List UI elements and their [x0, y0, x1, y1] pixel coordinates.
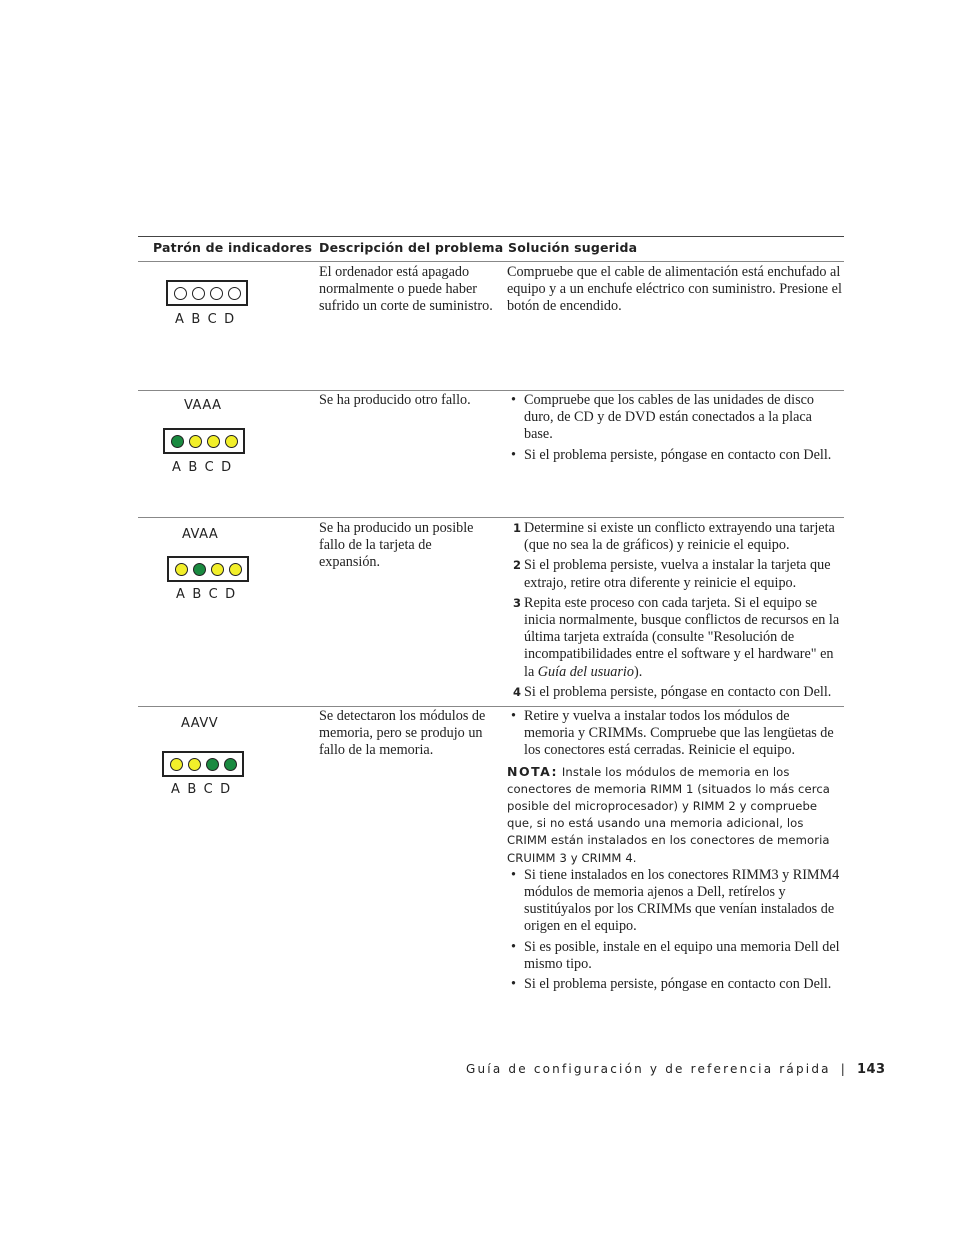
table-top-rule [138, 236, 844, 237]
page-footer [466, 1062, 886, 1077]
list-item: • Si el problema persiste, póngase en contacto con Dell. [511, 446, 832, 463]
led-letters: ABCD [176, 587, 243, 602]
led-code: AAVV [181, 716, 219, 731]
led-c [206, 758, 219, 771]
led-d [224, 758, 237, 771]
list-item: 1 Determine si existe un conflicto extrayendo una tarjeta (que no sea la de gráficos) y reinicie el equipo. [513, 520, 835, 554]
led-c [207, 435, 220, 448]
header-pattern: Patrón de indicadores [153, 240, 313, 255]
header-description: Descripción del problema [319, 240, 504, 255]
led-panel [167, 556, 249, 582]
led-d [225, 435, 238, 448]
row-rule [138, 390, 844, 391]
led-a [175, 563, 188, 576]
header-solution: Solución sugerida [508, 240, 638, 255]
led-panel [162, 751, 244, 777]
led-letters: ABCD [171, 782, 238, 797]
led-panel [166, 280, 248, 306]
list-item: 4 Si el problema persiste, póngase en contacto con Dell. [513, 683, 832, 700]
problem-description: Se ha producido un posible fallo de la tarjeta de expansión. [319, 520, 474, 571]
led-panel [163, 428, 245, 454]
led-letters: ABCD [175, 312, 242, 327]
led-letters: ABCD [172, 460, 239, 475]
list-item: • Si el problema persiste, póngase en contacto con Dell. [511, 976, 832, 993]
led-d [229, 563, 242, 576]
guide-title: Guía del usuario [537, 663, 634, 680]
problem-description: Se detectaron los módulos de memoria, pero se produjo un fallo de la memoria. [319, 708, 486, 759]
solution-list [507, 708, 843, 996]
header-rule [138, 261, 844, 262]
led-code: VAAA [184, 398, 222, 413]
led-b [192, 287, 205, 300]
solution-text: Compruebe que el cable de alimentación está enchufado al equipo y a un enchufe eléctrico con suministro. Presione el botón de encendido. [507, 264, 842, 315]
solution-steps [507, 520, 843, 704]
led-b [189, 435, 202, 448]
row-rule [138, 706, 844, 707]
led-a [174, 287, 187, 300]
list-item: 2 Si el problema persiste, vuelva a instalar la tarjeta que extrajo, retire otra diferente y reinicie el equipo. [513, 557, 831, 591]
led-a [171, 435, 184, 448]
row-rule [138, 517, 844, 518]
footer-separator: | [840, 1062, 847, 1076]
solution-list [507, 392, 843, 467]
led-c [210, 287, 223, 300]
footer-title: Guía de configuración y de referencia rápida [466, 1062, 831, 1076]
led-a [170, 758, 183, 771]
problem-description: El ordenador está apagado normalmente o puede haber sufrido un corte de suministro. [319, 264, 493, 315]
led-c [211, 563, 224, 576]
note [507, 763, 843, 867]
list-item: • Si es posible, instale en el equipo una memoria Dell del mismo tipo. [511, 938, 840, 972]
list-item: 3 Repita este proceso con cada tarjeta. Si el equipo se inicia normalmente, busque conflictos de recursos en la última tarjeta extraída (consulte "Resolución de incompatibilidades entre el software y el hardware" en la Guía del usuario). [513, 594, 840, 680]
note-label: NOTA: [507, 763, 559, 779]
list-item: • Retire y vuelva a instalar todos los módulos de memoria y CRIMMs. Compruebe que las lengüetas de los conectores está cerradas. Reinicie el equipo. [511, 708, 834, 759]
led-b [188, 758, 201, 771]
led-code: AVAA [182, 527, 219, 542]
led-d [228, 287, 241, 300]
note-text: Instale los módulos de memoria en los conectores de memoria RIMM 1 (situados lo más cerca posible del microprocesador) y RIMM 2 y compruebe que, si no está usando una memoria adicional, los CRIMM están instalados en los conectores de memoria CRUIMM 3 y CRIMM 4. [507, 764, 831, 865]
led-b [193, 563, 206, 576]
list-item: • Compruebe que los cables de las unidades de disco duro, de CD y de DVD están conectados a la placa base. [511, 392, 814, 443]
list-item: • Si tiene instalados en los conectores RIMM3 y RIMM4 módulos de memoria ajenos a Dell, retírelos y sustitúyalos por los CRIMMs que venían instalados de origen en el equipo. [511, 866, 840, 935]
page-number: 143 [856, 1062, 886, 1077]
problem-description: Se ha producido otro fallo. [319, 392, 471, 408]
